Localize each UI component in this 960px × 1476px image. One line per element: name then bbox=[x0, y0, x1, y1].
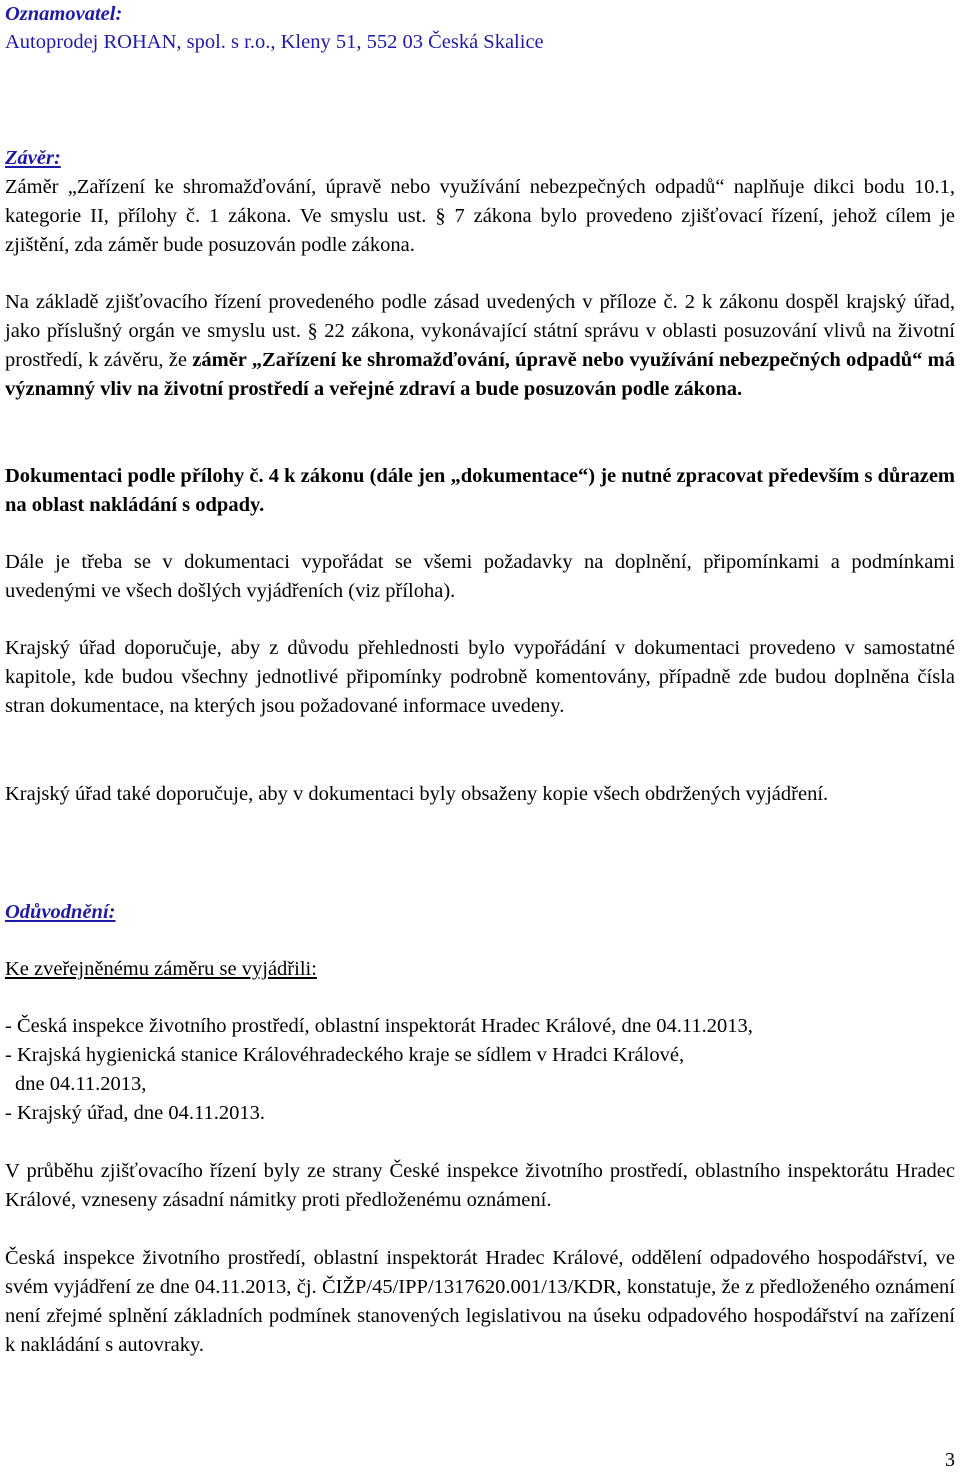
conclusion-paragraph-5: Krajský úřad doporučuje, aby z důvodu přehlednosti bylo vypořádání v dokumentaci provedeno v samostatné kapitole, kde budou všechny jednotlivé připomínky podrobně komentovány, případně zde budou doplněna čísla stran dokumentace, na kterých jsou požadované informace uvedeny. bbox=[5, 637, 955, 717]
conclusion-heading: Závěr: bbox=[5, 147, 61, 169]
applicant-name: Autoprodej ROHAN, spol. s r.o., Kleny 51, 552 03 Česká Skalice bbox=[5, 31, 544, 53]
reasoning-paragraph-1: V průběhu zjišťovacího řízení byly ze strany České inspekce životního prostředí, oblastního inspektorátu Hradec Králové, vzneseny zásadní námitky proti předloženému oznámení. bbox=[5, 1160, 955, 1211]
conclusion-paragraph-3: Dokumentaci podle přílohy č. 4 k zákonu (dále jen „dokumentace“) je nutné zpracovat především s důrazem na oblast nakládání s odpady. bbox=[5, 465, 955, 516]
conclusion-paragraph-2 bbox=[5, 288, 955, 404]
list-item: - Česká inspekce životního prostředí, oblastní inspektorát Hradec Králové, dne 04.11.2013, bbox=[5, 1015, 753, 1037]
conclusion-paragraph-1: Záměr „Zařízení ke shromažďování, úpravě nebo využívání nebezpečných odpadů“ naplňuje dikci bodu 10.1, kategorie II, přílohy č. 1 zákona. Ve smyslu ust. § 7 zákona bylo provedeno zjišťovací řízení, jehož cílem je zjištění, zda záměr bude posuzován podle zákona. bbox=[5, 176, 955, 256]
list-item: - Krajský úřad, dne 04.11.2013. bbox=[5, 1102, 265, 1124]
conclusion-paragraph-2-text: Na základě zjišťovacího řízení provedeného podle zásad uvedených v příloze č. 2 k zákonu dospěl krajský úřad, jako příslušný orgán ve smyslu ust. § 22 zákona, vykonávající státní správu v oblasti posuzování vlivů na životní prostředí, k závěru, že bbox=[5, 291, 955, 371]
conclusion-paragraph-2-decision: záměr „Zařízení ke shromažďování, úpravě nebo využívání nebezpečných odpadů“ má významný vliv na životní prostředí a veřejné zdraví a bude posuzován podle zákona. bbox=[5, 349, 955, 400]
reasoning-subheading: Ke zveřejněnému záměru se vyjádřili: bbox=[5, 958, 317, 980]
reasoning-heading: Odůvodnění: bbox=[5, 901, 116, 923]
page-number: 3 bbox=[945, 1449, 955, 1471]
commenters-list bbox=[5, 1012, 955, 1128]
applicant-heading: Oznamovatel: bbox=[5, 3, 123, 25]
conclusion-paragraph-4: Dále je třeba se v dokumentaci vypořádat se všemi požadavky na doplnění, připomínkami a podmínkami uvedenými ve všech došlých vyjádřeních (viz příloha). bbox=[5, 551, 955, 602]
list-item: - Krajská hygienická stanice Královéhradeckého kraje se sídlem v Hradci Králové, bbox=[5, 1044, 685, 1066]
conclusion-section bbox=[5, 144, 955, 173]
conclusion-paragraph-6: Krajský úřad také doporučuje, aby v dokumentaci byly obsaženy kopie všech obdržených vyjádření. bbox=[5, 783, 829, 805]
reasoning-heading-wrap bbox=[5, 898, 955, 927]
reasoning-paragraph-2: Česká inspekce životního prostředí, oblastní inspektorát Hradec Králové, oddělení odpadového hospodářství, ve svém vyjádření ze dne 04.11.2013, čj. ČIŽP/45/IPP/1317620.001/13/KDR, konstatuje, že z předloženého oznámení není zřejmé splnění základních podmínek stanovených legislativou na úseku odpadového hospodářství na zařízení k nakládání s autovraky. bbox=[5, 1247, 955, 1356]
applicant-section bbox=[5, 0, 955, 57]
list-item: dne 04.11.2013, bbox=[15, 1073, 147, 1095]
